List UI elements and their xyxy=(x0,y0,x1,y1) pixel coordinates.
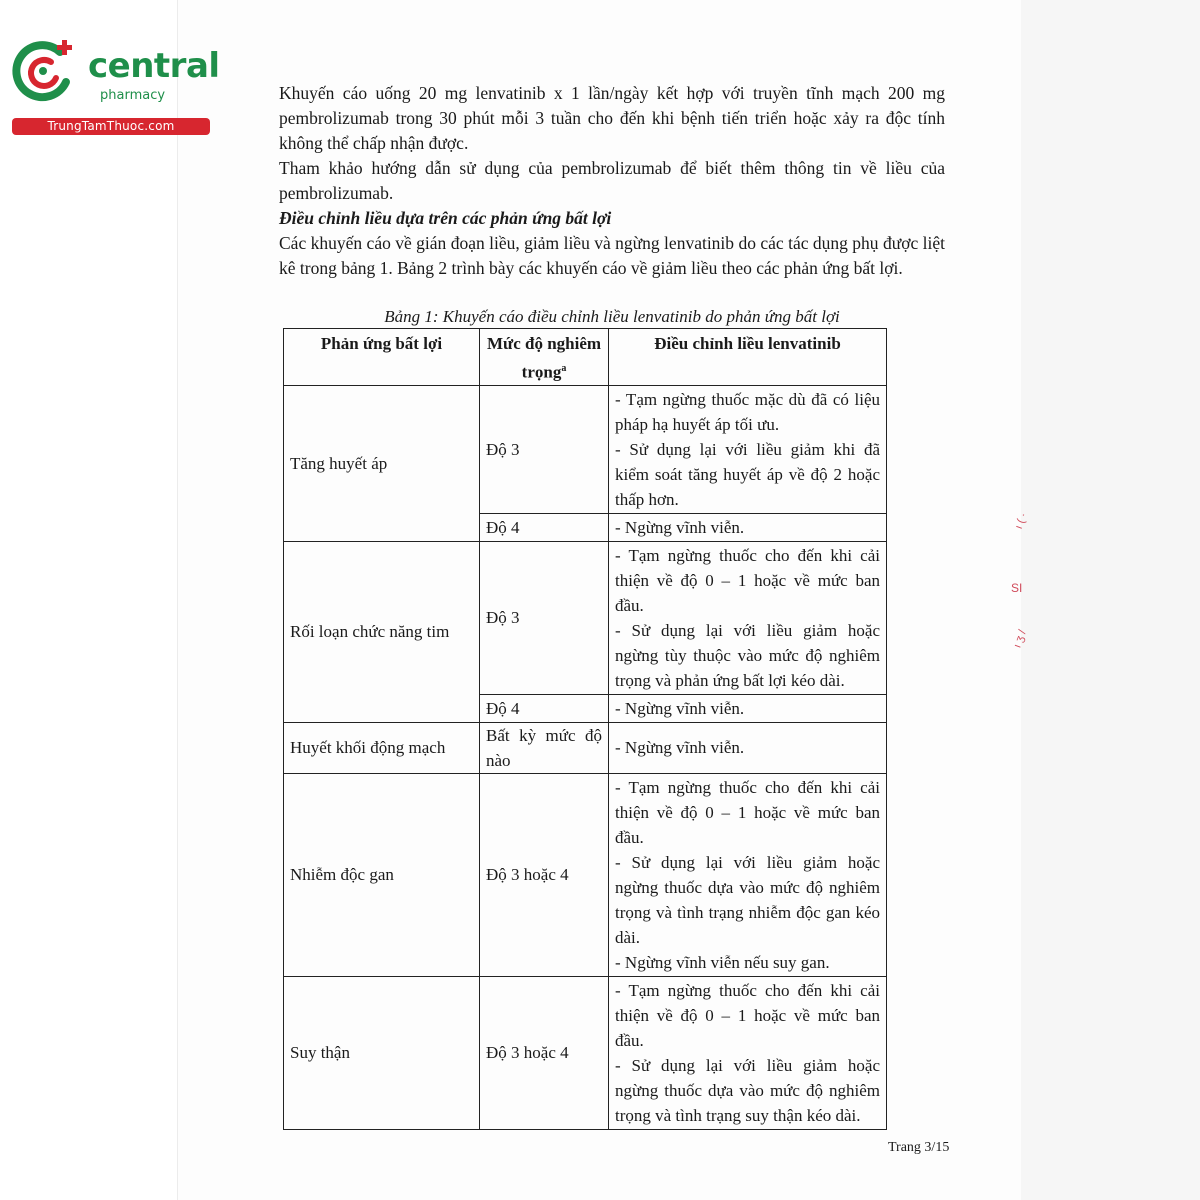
logo-website-bar: TrungTamThuoc.com xyxy=(12,118,210,135)
adjustment-line: - Ngừng vĩnh viễn. xyxy=(615,517,745,537)
grade-cell: Độ 4 xyxy=(480,513,609,541)
adjustment-cell xyxy=(609,513,887,541)
reaction-cell: Nhiễm độc gan xyxy=(284,773,480,976)
table-row xyxy=(284,385,887,513)
scan-left-margin xyxy=(0,0,178,1200)
adjustment-cell xyxy=(609,694,887,722)
header-severity-label: Mức độ nghiêm trọng xyxy=(486,334,602,382)
adjustment-cell xyxy=(609,722,887,773)
grade-cell: Độ 4 xyxy=(480,694,609,722)
paragraph-reference: Tham khảo hướng dẫn sử dụng của pembrolizumab để biết thêm thông tin về liều của pembrolizumab. xyxy=(279,158,945,203)
logo-wordmark: central xyxy=(88,46,220,86)
header-adjustment: Điều chỉnh liều lenvatinib xyxy=(609,329,887,386)
adjustment-line: - Tạm ngừng thuốc cho đến khi cải thiện về độ 0 – 1 hoặc về mức ban đầu. xyxy=(615,777,880,847)
grade-cell: Độ 3 hoặc 4 xyxy=(480,773,609,976)
header-severity xyxy=(480,329,609,386)
central-pharmacy-logo xyxy=(10,38,220,138)
adjustment-line: - Tạm ngừng thuốc mặc dù đã có liệu pháp hạ huyết áp tối ưu. xyxy=(615,389,880,434)
header-reaction: Phản ứng bất lợi xyxy=(284,329,480,386)
scan-right-margin xyxy=(1021,0,1200,1200)
reaction-cell: Rối loạn chức năng tim xyxy=(284,541,480,722)
table-row xyxy=(284,541,887,694)
adjustment-cell xyxy=(609,541,887,694)
logo-subtitle: pharmacy xyxy=(100,88,166,103)
grade-cell: Độ 3 xyxy=(480,385,609,513)
paragraph-adjustment: Các khuyến cáo về gián đoạn liều, giảm liều và ngừng lenvatinib do các tác dụng phụ được liệt kê trong bảng 1. Bảng 2 trình bày các khuyến cáo về giảm liều theo các phản ứng bất lợi. xyxy=(279,233,945,278)
reaction-cell: Tăng huyết áp xyxy=(284,385,480,541)
red-stamp-fragment: ı ( · SI ı ʒ / xyxy=(1011,511,1030,650)
grade-cell: Độ 3 xyxy=(480,541,609,694)
adjustment-line: - Sử dụng lại với liều giảm hoặc ngừng thuốc dựa vào mức độ nghiêm trọng và tình trạng nhiễm độc gan kéo dài. xyxy=(615,852,880,947)
table-row xyxy=(284,773,887,976)
header-severity-footnote: a xyxy=(561,363,567,374)
adjustment-cell xyxy=(609,385,887,513)
adjustment-line: - Ngừng vĩnh viễn. xyxy=(615,738,745,758)
adjustment-cell xyxy=(609,773,887,976)
adjustment-line: - Tạm ngừng thuốc cho đến khi cải thiện về độ 0 – 1 hoặc về mức ban đầu. xyxy=(615,980,880,1050)
table-caption: Bảng 1: Khuyến cáo điều chỉnh liều lenvatinib do phản ứng bất lợi xyxy=(384,307,840,326)
grade-cell: Bất kỳ mức độ nào xyxy=(480,722,609,773)
section-heading: Điều chỉnh liều dựa trên các phản ứng bất lợi xyxy=(279,208,612,228)
grade-cell: Độ 3 hoặc 4 xyxy=(480,976,609,1129)
pharmacy-cross-logo-icon xyxy=(10,38,76,104)
adjustment-line: - Sử dụng lại với liều giảm hoặc ngừng thuốc dựa vào mức độ nghiêm trọng và tình trạng suy thận kéo dài. xyxy=(615,1055,880,1125)
adjustment-line: - Ngừng vĩnh viễn nếu suy gan. xyxy=(615,952,830,972)
reaction-cell: Suy thận xyxy=(284,976,480,1129)
reaction-cell: Huyết khối động mạch xyxy=(284,722,480,773)
paragraph-dosage: Khuyến cáo uống 20 mg lenvatinib x 1 lần/ngày kết hợp với truyền tĩnh mạch 200 mg pembrolizumab trong 30 phút mỗi 3 tuần cho đến khi bệnh tiến triển hoặc xảy ra độc tính không thể chấp nhận được. xyxy=(279,83,945,153)
table-header-row xyxy=(284,329,887,386)
adjustment-cell xyxy=(609,976,887,1129)
page-number: Trang 3/15 xyxy=(888,1140,950,1155)
adjustment-line: - Ngừng vĩnh viễn. xyxy=(615,698,745,718)
adjustment-line: - Sử dụng lại với liều giảm khi đã kiểm soát tăng huyết áp về độ 2 hoặc thấp hơn. xyxy=(615,439,880,509)
dose-adjustment-table xyxy=(283,328,887,1130)
table-row xyxy=(284,976,887,1129)
table-row xyxy=(284,722,887,773)
adjustment-line: - Tạm ngừng thuốc cho đến khi cải thiện về độ 0 – 1 hoặc về mức ban đầu. xyxy=(615,545,880,615)
adjustment-line: - Sử dụng lại với liều giảm hoặc ngừng tùy thuộc vào mức độ nghiêm trọng và phản ứng bất lợi kéo dài. xyxy=(615,620,880,690)
